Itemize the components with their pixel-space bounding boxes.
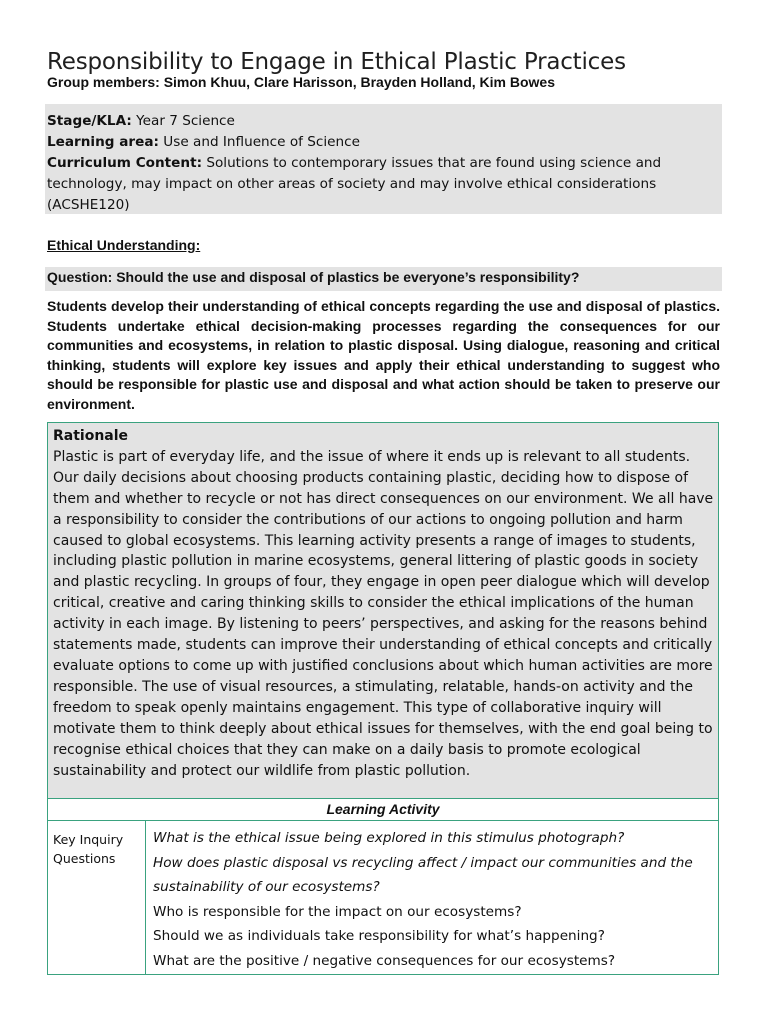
learning-area-value: Use and Influence of Science xyxy=(163,134,360,150)
key-inquiry-label: Key Inquiry Questions xyxy=(48,821,146,974)
inquiry-question: What is the ethical issue being explored in this stimulus photograph? xyxy=(153,830,625,846)
activity-table xyxy=(47,422,719,975)
inquiry-question: What are the positive / negative consequences for our ecosystems? xyxy=(153,952,616,969)
learning-activity-heading: Learning Activity xyxy=(48,799,718,821)
inquiry-question: Should we as individuals take responsibility for what’s happening? xyxy=(153,928,605,944)
rationale-heading: Rationale xyxy=(53,428,129,444)
curriculum-value: Solutions to contemporary issues that are found using science and technology, may impact on other areas of society and may involve ethical considerations (ACSHE120) xyxy=(47,155,662,213)
stage-line xyxy=(47,111,720,132)
learning-area-label: Learning area: xyxy=(47,134,159,150)
curriculum-label: Curriculum Content: xyxy=(47,155,203,171)
curriculum-info-box xyxy=(45,104,722,214)
inquiry-question: How does plastic disposal vs recycling affect / impact our communities and the sustainability of our ecosystems? xyxy=(153,854,693,895)
question-bar: Question: Should the use and disposal of plastics be everyone’s responsibility? xyxy=(45,267,722,291)
intro-paragraph: Students develop their understanding of ethical concepts regarding the use and disposal of plastics. Students undertake ethical decision-making processes regarding the consequences for our communities and ecosystems, in relation to plastic disposal. Using dialogue, reasoning and critical thinking, students will explore key issues and apply their ethical understanding to suggest who should be responsible for plastic use and disposal and what action should be taken to preserve our environment. xyxy=(47,298,720,412)
curriculum-content-line xyxy=(47,153,665,216)
inquiry-questions-list xyxy=(146,821,718,973)
page-title: Responsibility to Engage in Ethical Plastic Practices xyxy=(47,49,626,76)
inquiry-question: Who is responsible for the impact on our ecosystems? xyxy=(153,903,522,920)
group-members: Group members: Simon Khuu, Clare Harisson, Brayden Holland, Kim Bowes xyxy=(47,74,555,90)
rationale-section xyxy=(48,423,718,799)
stage-value: Year 7 Science xyxy=(136,113,235,129)
ethical-understanding-heading: Ethical Understanding: xyxy=(47,237,201,253)
learning-area-line xyxy=(47,132,720,153)
rationale-body: Plastic is part of everyday life, and the issue of where it ends up is relevant to all students. Our daily decisions about choosing products containing plastic, deciding how to dispose of them and whether to recycle or not has direct consequences on our environment. We all have a responsibility to consider the contributions of our actions to ongoing pollution and harm caused to global ecosystems. This learning activity presents a range of images to students, including plastic pollution in marine ecosystems, general littering of plastic goods in society and plastic recycling. In groups of four, they engage in open peer dialogue which will develop critical, creative and caring thinking skills to consider the ethical implications of the human activity in each image. By listening to peers’ perspectives, and asking for the reasons behind statements made, students can improve their understanding of ethical concepts and critically evaluate options to come up with justified conclusions about which human activities are more responsible. The use of visual resources, a stimulating, relatable, hands-on activity and the freedom to speak openly maintains engagement. This type of collaborative inquiry will motivate them to think deeply about ethical issues for themselves, with the end goal being to recognise ethical choices that they can make on a daily basis to promote ecological sustainability and protect our wildlife from plastic pollution. xyxy=(53,448,714,779)
stage-label: Stage/KLA: xyxy=(47,113,132,129)
inquiry-row xyxy=(48,821,718,974)
